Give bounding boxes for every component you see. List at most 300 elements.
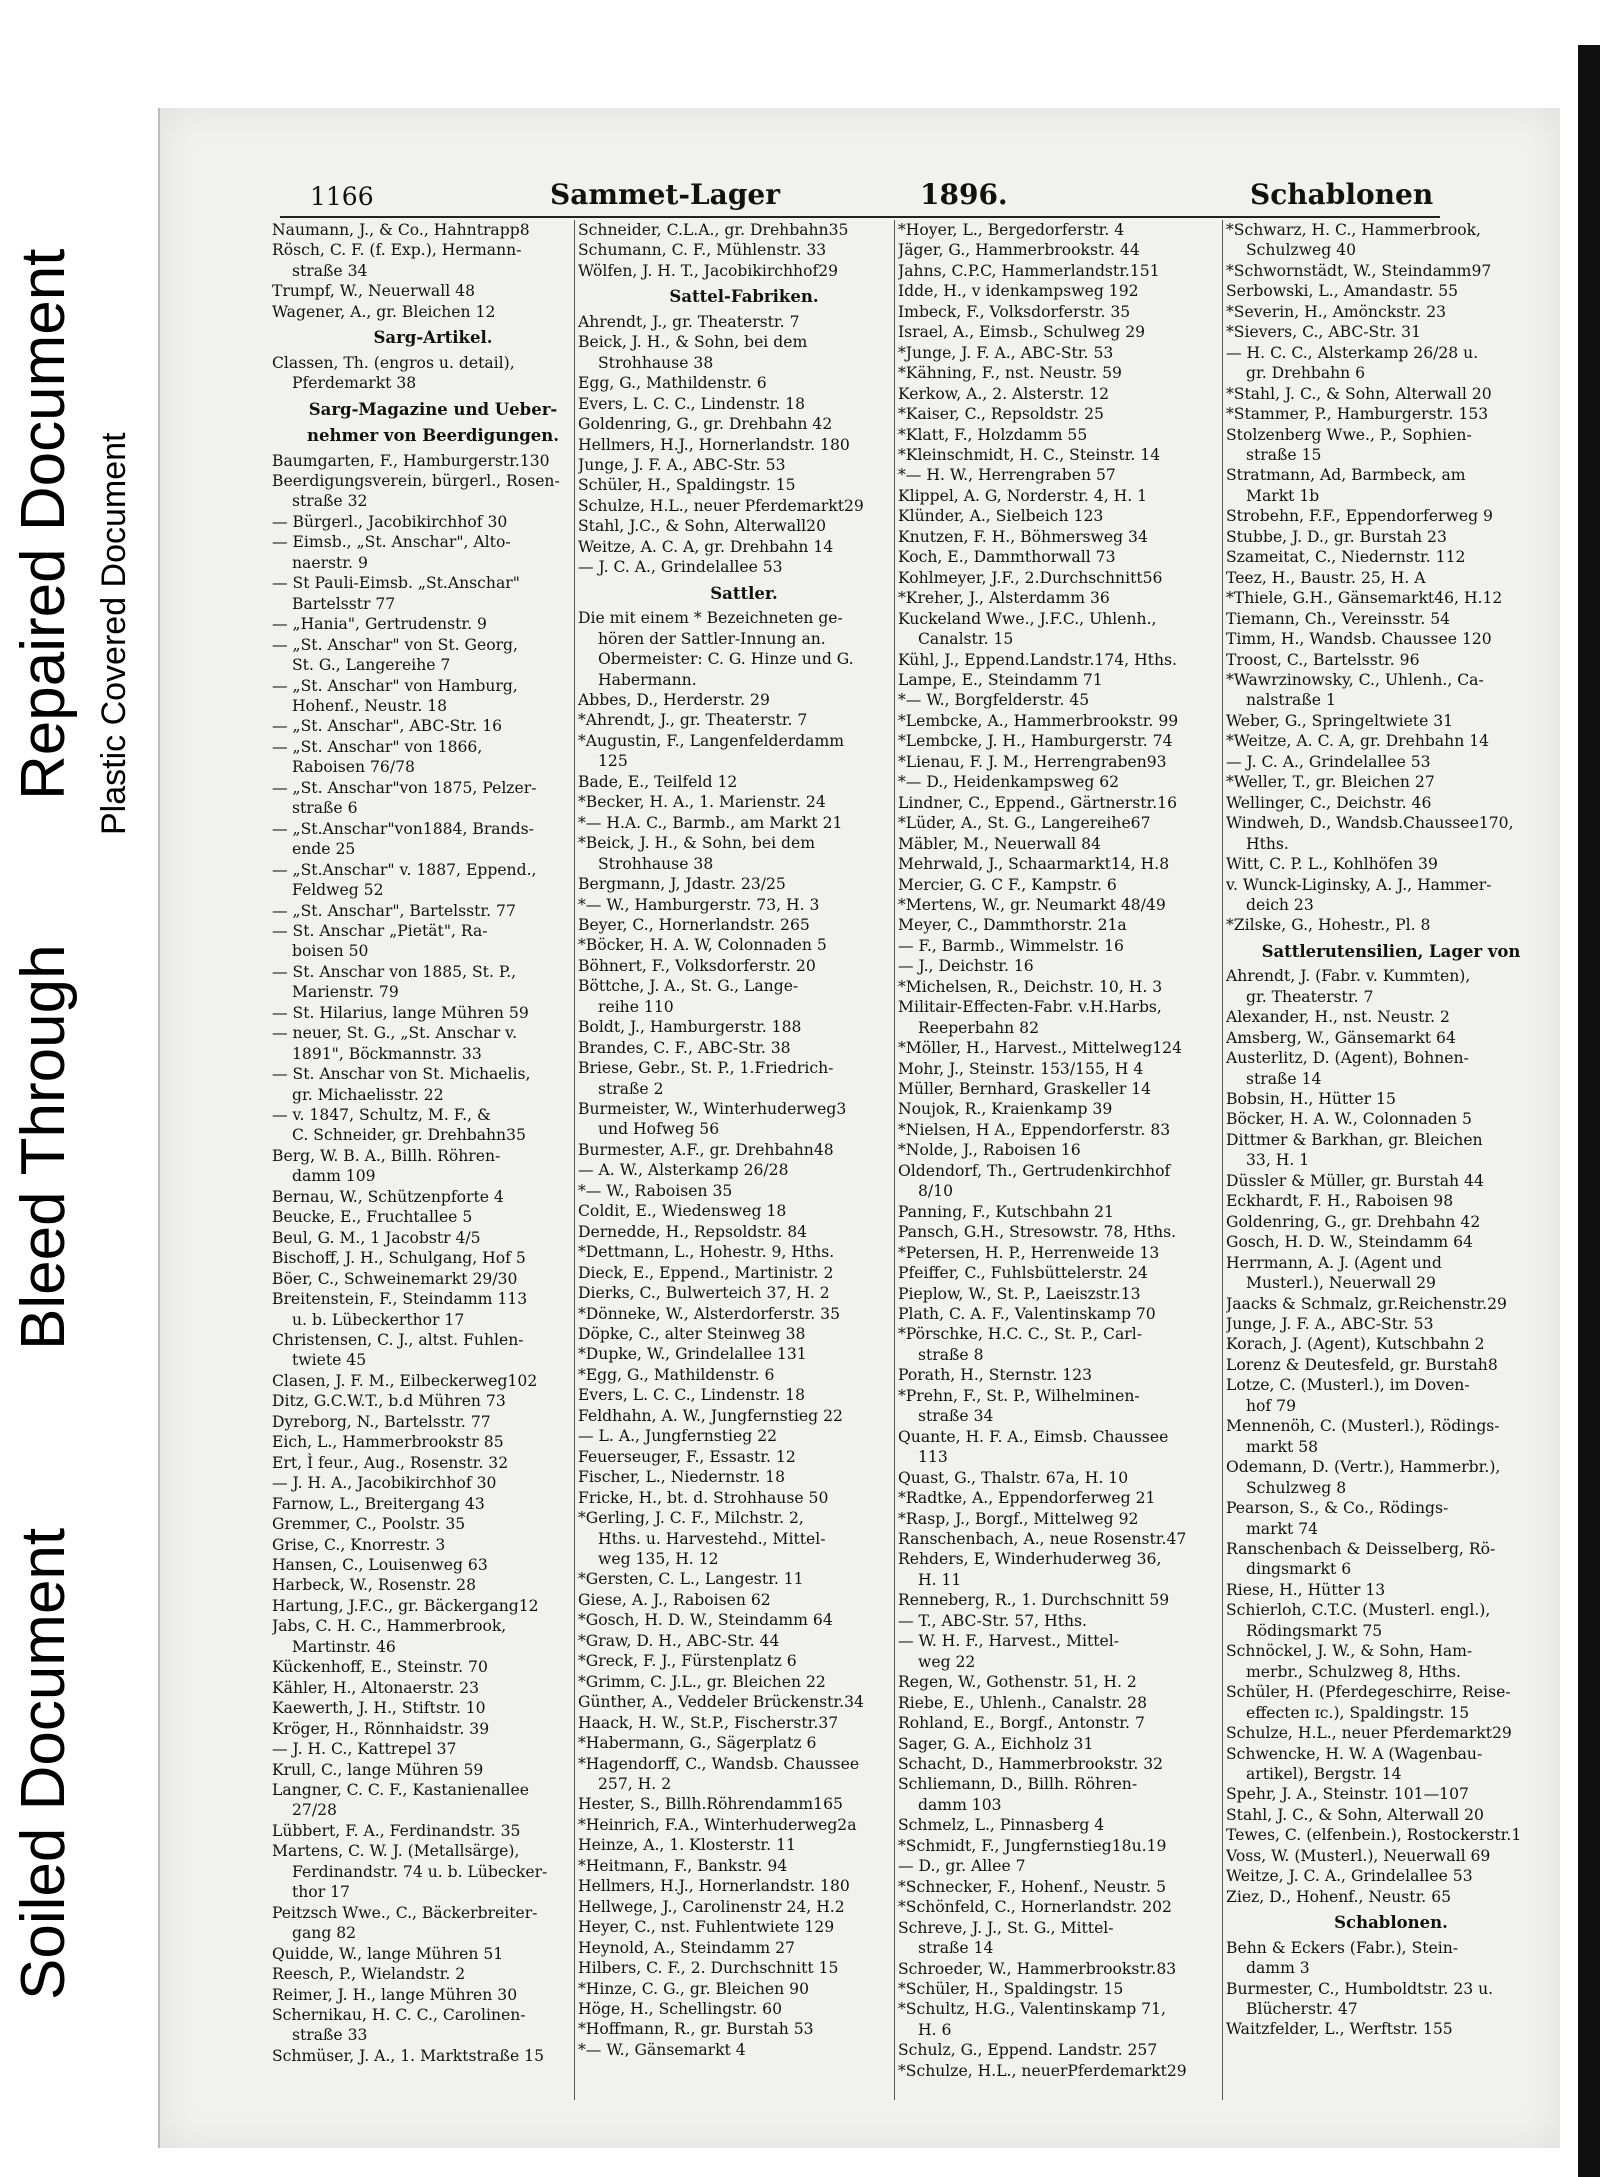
directory-entry: Müller, Bernhard, Graskeller 14	[898, 1080, 1152, 1099]
directory-entry: Fricke, H., bt. d. Strohhause 50	[578, 1488, 829, 1507]
directory-entry: Odemann, D. (Vertr.), Hammerbr.),	[1226, 1458, 1501, 1477]
section-heading: Schablonen.	[1334, 1913, 1448, 1933]
directory-entry: — F., Barmb., Wimmelstr. 16	[898, 936, 1124, 955]
directory-entry: Pearson, S., & Co., Rödings-	[1226, 1499, 1449, 1518]
directory-entry: *— W., Raboisen 35	[578, 1181, 733, 1200]
directory-entry: Mäbler, M., Neuerwall 84	[898, 834, 1101, 853]
entry-continuation: 8/10	[918, 1182, 954, 1201]
directory-entry: Beick, J. H., & Sohn, bei dem	[578, 333, 808, 352]
directory-entry: Farnow, L., Breitergang 43	[272, 1494, 485, 1513]
directory-entry: — neuer, St. G., „St. Anschar v.	[272, 1024, 518, 1043]
directory-entry: Mercier, G. C F., Kampstr. 6	[898, 875, 1117, 894]
directory-entry: Schnöckel, J. W., & Sohn, Ham-	[1226, 1642, 1473, 1661]
directory-entry: — „St. Anschar" von 1866,	[272, 737, 483, 756]
directory-entry: Tiemann, Ch., Vereinsstr. 54	[1226, 609, 1451, 628]
directory-entry: Alexander, H., nst. Neustr. 2	[1226, 1008, 1450, 1027]
directory-entry: Stolzenberg Wwe., P., Sophien-	[1226, 425, 1472, 444]
directory-entry: Schulze, H.L., neuer Pferdemarkt29	[578, 496, 864, 515]
entry-continuation: 113	[918, 1448, 948, 1467]
directory-entry: — W. H. F., Harvest., Mittel-	[898, 1632, 1120, 1651]
directory-entry: — St. Anschar von St. Michaelis,	[272, 1065, 531, 1084]
entry-continuation: twiete 45	[292, 1351, 367, 1370]
directory-entry: — Eimsb., „St. Anschar", Alto-	[272, 533, 511, 552]
directory-entry: Abbes, D., Herderstr. 29	[578, 690, 770, 709]
section-title-right: Schablonen	[1250, 178, 1434, 211]
directory-entry: *Weller, T., gr. Bleichen 27	[1226, 773, 1435, 792]
directory-entry: *Prehn, F., St. P., Wilhelminen-	[898, 1386, 1140, 1405]
directory-entry: Rösch, C. F. (f. Exp.), Hermann-	[272, 241, 522, 260]
entry-continuation: damm 3	[1246, 1959, 1310, 1978]
entry-continuation: ende 25	[292, 840, 356, 859]
directory-entry: Schmelz, L., Pinnasberg 4	[898, 1816, 1105, 1835]
directory-entry: Junge, J. F. A., ABC-Str. 53	[1226, 1315, 1434, 1334]
entry-continuation: Strohhause 38	[598, 854, 714, 873]
entry-continuation: markt 74	[1246, 1519, 1319, 1538]
entry-continuation: H. 11	[918, 1570, 962, 1589]
directory-entry: Böttche, J. A., St. G., Lange-	[578, 977, 799, 996]
column-divider	[574, 220, 575, 2100]
directory-entry: — D., gr. Allee 7	[898, 1857, 1026, 1876]
entry-continuation: H. 6	[918, 2020, 952, 2039]
directory-entry: Düssler & Müller, gr. Burstah 44	[1226, 1171, 1484, 1190]
entry-continuation: merbr., Schulzweg 8, Hths.	[1246, 1662, 1461, 1681]
directory-entry: Hellmers, H.J., Hornerlandstr. 180	[578, 435, 850, 454]
entry-continuation: hören der Sattler-Innung an.	[598, 629, 826, 648]
entry-continuation: Hths.	[1246, 834, 1289, 853]
directory-entry: Hartung, J.F.C., gr. Bäckergang12	[272, 1596, 539, 1615]
directory-entry: Quidde, W., lange Mühren 51	[272, 1944, 504, 1963]
directory-entry: *Weitze, A. C. A, gr. Drehbahn 14	[1226, 732, 1490, 751]
directory-entry: Schwencke, H. W. A (Wagenbau-	[1226, 1744, 1483, 1763]
directory-entry: — „St.Anschar"von1884, Brands-	[272, 819, 534, 838]
header-rule	[280, 216, 1440, 218]
directory-entry: Hellwege, J., Carolinenstr 24, H.2	[578, 1897, 845, 1916]
directory-entry: *Egg, G., Mathildenstr. 6	[578, 1365, 775, 1384]
directory-entry: Ahrendt, J., gr. Theaterstr. 7	[578, 312, 800, 331]
directory-entry: Beyer, C., Hornerlandstr. 265	[578, 915, 810, 934]
entry-continuation: Raboisen 76/78	[292, 758, 415, 777]
directory-entry: Dittmer & Barkhan, gr. Bleichen	[1226, 1130, 1483, 1149]
entry-continuation: und Hofweg 56	[598, 1120, 720, 1139]
directory-entry: Noujok, R., Kraienkamp 39	[898, 1100, 1113, 1119]
entry-continuation: St. G., Langereihe 7	[292, 656, 451, 675]
entry-continuation: gr. Michaelisstr. 22	[292, 1085, 444, 1104]
entry-continuation: straße 8	[918, 1345, 984, 1364]
directory-entry: *Schnecker, F., Hohenf., Neustr. 5	[898, 1877, 1166, 1896]
directory-entry: Schliemann, D., Billh. Röhren-	[898, 1775, 1138, 1794]
directory-entry: Troost, C., Bartelsstr. 96	[1226, 650, 1420, 669]
directory-entry: Korach, J. (Agent), Kutschbahn 2	[1226, 1335, 1485, 1354]
directory-entry: *Kaiser, C., Repsoldstr. 25	[898, 405, 1104, 424]
directory-entry: Ert, Ì feur., Aug., Rosenstr. 32	[272, 1453, 509, 1472]
directory-entry: Beerdigungsverein, bürgerl., Rosen-	[272, 471, 560, 490]
directory-entry: Kaewerth, J. H., Stiftstr. 10	[272, 1699, 486, 1718]
directory-entry: *Schultz, H.G., Valentinskamp 71,	[898, 2000, 1166, 2019]
directory-entry: *Becker, H. A., 1. Marienstr. 24	[578, 793, 826, 812]
directory-entry: *Lienau, F. J. M., Herrengraben93	[898, 752, 1167, 771]
directory-entry: Dierks, C., Bulwerteich 37, H. 2	[578, 1284, 830, 1303]
entry-continuation: Hths. u. Harvestehd., Mittel-	[598, 1529, 826, 1548]
directory-entry: Stahl, J.C., & Sohn, Alterwall20	[578, 517, 826, 536]
entry-continuation: Habermann.	[598, 670, 697, 689]
directory-entry: *Heinrich, F.A., Winterhuderweg2a	[578, 1815, 857, 1834]
directory-entry: Oldendorf, Th., Gertrudenkirchhof	[898, 1161, 1171, 1180]
directory-entry: Haack, H. W., St.P., Fischerstr.37	[578, 1713, 839, 1732]
directory-entry: — J. C. A., Grindelallee 53	[1226, 752, 1431, 771]
directory-entry: Böhnert, F., Volksdorferstr. 20	[578, 956, 816, 975]
directory-entry: Burmeister, W., Winterhuderweg3	[578, 1100, 847, 1119]
directory-entry: Wölfen, J. H. T., Jacobikirchhof29	[578, 261, 839, 280]
directory-entry: Kähler, H., Altonaerstr. 23	[272, 1678, 480, 1697]
directory-entry: Breitenstein, F., Steindamm 113	[272, 1290, 528, 1309]
entry-continuation: straße 6	[292, 799, 358, 818]
directory-entry: Schulz, G., Eppend. Landstr. 257	[898, 2041, 1158, 2060]
directory-entry: Porath, H., Sternstr. 123	[898, 1366, 1093, 1385]
directory-entry: Reesch, P., Wielandstr. 2	[272, 1965, 466, 1984]
directory-entry: Fischer, L., Niedernstr. 18	[578, 1468, 786, 1487]
directory-entry: Israel, A., Eimsb., Schulweg 29	[898, 323, 1146, 342]
directory-entry: Schacht, D., Hammerbrookstr. 32	[898, 1754, 1164, 1773]
directory-entry: Jabs, C. H. C., Hammerbrook,	[272, 1617, 507, 1636]
directory-entry: Mehrwald, J., Schaarmarkt14, H.8	[898, 855, 1170, 874]
directory-entry: Kröger, H., Rönnhaidstr. 39	[272, 1719, 490, 1738]
directory-entry: Imbeck, F., Volksdorferstr. 35	[898, 302, 1131, 321]
directory-entry: Stahl, J. C., & Sohn, Alterwall 20	[1226, 1805, 1484, 1824]
directory-entry: Regen, W., Gothenstr. 51, H. 2	[898, 1673, 1137, 1692]
directory-entry: *Heitmann, F., Bankstr. 94	[578, 1856, 788, 1875]
directory-entry: *Severin, H., Amönckstr. 23	[1226, 302, 1447, 321]
directory-entry: Militair-Effecten-Fabr. v.H.Harbs,	[898, 998, 1162, 1017]
side-annotation-labels	[0, 0, 170, 2177]
directory-entry: *Nielsen, H A., Eppendorferstr. 83	[898, 1120, 1171, 1139]
directory-entry: Austerlitz, D. (Agent), Bohnen-	[1226, 1049, 1469, 1068]
directory-entry: Höge, H., Schellingstr. 60	[578, 1999, 783, 2018]
directory-entry: *Kreher, J., Alsterdamm 36	[898, 589, 1110, 608]
entry-continuation: weg 135, H. 12	[598, 1550, 719, 1568]
directory-entry: Weitze, A. C. A, gr. Drehbahn 14	[578, 537, 834, 556]
directory-entry: Schumann, C. F., Mühlenstr. 33	[578, 241, 827, 260]
directory-entry: Meyer, C., Dammthorstr. 21a	[898, 916, 1127, 935]
page-year: 1896.	[920, 178, 1008, 211]
entry-continuation: Martinstr. 46	[292, 1637, 396, 1656]
directory-entry: *Dönneke, W., Alsterdorferstr. 35	[578, 1304, 841, 1323]
entry-continuation: damm 103	[918, 1795, 1002, 1814]
directory-entry: *Hoyer, L., Bergedorferstr. 4	[898, 221, 1125, 239]
directory-entry: — „St. Anschar", ABC-Str. 16	[272, 717, 503, 736]
section-heading: nehmer von Beerdigungen.	[307, 426, 559, 446]
directory-entry: Junge, J. F. A., ABC-Str. 53	[578, 455, 786, 474]
entry-continuation: 1891", Böckmannstr. 33	[292, 1044, 482, 1063]
directory-entry: Harbeck, W., Rosenstr. 28	[272, 1576, 476, 1595]
entry-continuation: straße 34	[292, 261, 368, 280]
directory-entry: — „St. Anschar"von 1875, Pelzer-	[272, 778, 537, 797]
entry-continuation: straße 34	[918, 1407, 994, 1426]
directory-entry: Schroeder, W., Hammerbrookstr.83	[898, 1959, 1177, 1978]
directory-entry: Windweh, D., Wandsb.Chaussee170,	[1226, 814, 1514, 833]
directory-entry: Witt, C. P. L., Kohlhöfen 39	[1226, 855, 1438, 874]
directory-entry: Ziez, D., Hohenf., Neustr. 65	[1226, 1887, 1452, 1906]
directory-entry: Goldenring, G., gr. Drehbahn 42	[1226, 1212, 1481, 1231]
directory-entry: *Schmidt, F., Jungfernstieg18u.19	[898, 1836, 1167, 1855]
directory-entry: Ahrendt, J. (Fabr. v. Kummten),	[1226, 967, 1471, 986]
label-soiled-document: Soiled Document	[9, 1527, 78, 2000]
directory-entry: *Nolde, J., Raboisen 16	[898, 1141, 1081, 1160]
directory-entry: — „St. Anschar", Bartelsstr. 77	[272, 901, 516, 920]
directory-entry: Jahns, C.P.C, Hammerlandstr.151	[898, 261, 1160, 280]
entry-continuation: C. Schneider, gr. Drehbahn35	[292, 1126, 526, 1145]
directory-entry: Schüler, H., Spaldingstr. 15	[578, 476, 796, 495]
entry-continuation: 257, H. 2	[598, 1774, 672, 1793]
directory-entry: Sager, G. A., Eichholz 31	[898, 1734, 1094, 1753]
directory-entry: *Möller, H., Harvest., Mittelweg124	[898, 1039, 1183, 1058]
entry-continuation: 33, H. 1	[1246, 1151, 1310, 1170]
directory-entry: Bade, E., Teilfeld 12	[578, 772, 738, 791]
directory-entry: Grise, C., Knorrestr. 3	[272, 1535, 446, 1554]
directory-entry: Beul, G. M., 1 Jacobstr 4/5	[272, 1228, 481, 1247]
directory-entry: — A. W., Alsterkamp 26/28	[578, 1161, 789, 1180]
directory-entry: Burmester, A.F., gr. Drehbahn48	[578, 1140, 834, 1159]
directory-entry: *Greck, F. J., Fürstenplatz 6	[578, 1652, 797, 1671]
entry-continuation: dingsmarkt 6	[1246, 1560, 1352, 1579]
section-heading: Sarg-Magazine und Ueber-	[308, 399, 558, 419]
directory-entry: Timm, H., Wandsb. Chaussee 120	[1226, 630, 1492, 649]
entry-continuation: u. b. Lübeckerthor 17	[292, 1310, 465, 1329]
directory-entry: — v. 1847, Schultz, M. F., &	[272, 1106, 491, 1125]
directory-entry: — L. A., Jungfernstieg 22	[578, 1427, 778, 1446]
entry-continuation: boisen 50	[292, 942, 369, 961]
directory-entry: Wagener, A., gr. Bleichen 12	[272, 302, 496, 321]
directory-entry: Schernikau, H. C. C., Carolinen-	[272, 2005, 526, 2024]
directory-entry: Tewes, C. (elfenbein.), Rostockerstr.1	[1226, 1826, 1522, 1845]
directory-entry: — St. Anschar „Pietät", Ra-	[272, 921, 488, 940]
directory-entry: Stubbe, J. D., gr. Burstah 23	[1226, 527, 1447, 546]
directory-entry: Plath, C. A. F., Valentinskamp 70	[898, 1305, 1156, 1324]
directory-entry: *Gersten, C. L., Langestr. 11	[578, 1570, 804, 1589]
directory-entry: *Hoffmann, R., gr. Burstah 53	[578, 2020, 814, 2039]
entry-continuation: deich 23	[1246, 895, 1314, 914]
entry-continuation: thor 17	[292, 1883, 350, 1902]
directory-entry: Schierloh, C.T.C. (Musterl. engl.),	[1226, 1601, 1491, 1620]
directory-entry: *Schönfeld, C., Hornerlandstr. 202	[898, 1898, 1172, 1917]
directory-entry: *— H.A. C., Barmb., am Markt 21	[578, 813, 843, 832]
directory-entry: Classen, Th. (engros u. detail),	[272, 353, 515, 372]
entry-continuation: gr. Drehbahn 6	[1246, 364, 1366, 383]
directory-entry: Eich, L., Hammerbrookstr 85	[272, 1433, 504, 1452]
directory-entry: *— D., Heidenkampsweg 62	[898, 773, 1120, 792]
directory-entry: Ranschenbach, A., neue Rosenstr.47	[898, 1530, 1187, 1548]
entry-continuation: Markt 1b	[1246, 486, 1320, 505]
entry-continuation: hof 79	[1246, 1396, 1297, 1415]
directory-entry: Mohr, J., Steinstr. 153/155, H 4	[898, 1059, 1144, 1078]
directory-entry: Lindner, C., Eppend., Gärtnerstr.16	[898, 793, 1178, 812]
label-plastic-covered-document: Plastic Covered Document	[95, 432, 133, 835]
directory-column-1	[272, 220, 594, 2066]
directory-entry: *Schulze, H.L., neuerPferdemarkt29	[898, 2061, 1187, 2080]
directory-entry: Hester, S., Billh.Röhrendamm165	[578, 1795, 843, 1814]
directory-entry: *Dupke, W., Grindelallee 131	[578, 1345, 807, 1364]
directory-entry: Schmüser, J. A., 1. Marktstraße 15	[272, 2046, 544, 2065]
directory-entry: v. Wunck-Liginsky, A. J., Hammer-	[1226, 875, 1492, 894]
directory-entry: Schulze, H.L., neuer Pferdemarkt29	[1226, 1724, 1512, 1743]
entry-continuation: straße 33	[292, 2026, 368, 2045]
entry-continuation: Strohhause 38	[598, 353, 714, 372]
directory-entry: — „St.Anschar" v. 1887, Eppend.,	[272, 860, 537, 879]
directory-entry: Idde, H., v idenkampsweg 192	[898, 282, 1139, 301]
entry-continuation: Pferdemarkt 38	[292, 374, 417, 393]
directory-entry: Christensen, C. J., altst. Fuhlen-	[272, 1331, 524, 1350]
directory-entry: — H. C. C., Alsterkamp 26/28 u.	[1226, 343, 1479, 362]
directory-entry: Lübbert, F. A., Ferdinandstr. 35	[272, 1821, 521, 1840]
directory-entry: Pfeiffer, C., Fuhlsbüttelerstr. 24	[898, 1264, 1148, 1283]
directory-entry: Rohland, E., Borgf., Antonstr. 7	[898, 1714, 1145, 1733]
directory-entry: Döpke, C., alter Steinweg 38	[578, 1325, 806, 1344]
directory-entry: *— W., Hamburgerstr. 73, H. 3	[578, 895, 820, 914]
directory-entry: *Habermann, G., Sägerplatz 6	[578, 1734, 817, 1753]
directory-entry: Ranschenbach & Deisselberg, Rö-	[1226, 1540, 1496, 1558]
directory-entry: Heynold, A., Steindamm 27	[578, 1938, 795, 1957]
entry-continuation: weg 22	[918, 1652, 976, 1671]
entry-continuation: Bartelsstr 77	[292, 594, 396, 613]
entry-continuation: effecten ɪc.), Spaldingstr. 15	[1246, 1703, 1470, 1722]
directory-entry: *Schüler, H., Spaldingstr. 15	[898, 1979, 1124, 1998]
directory-entry: Heinze, A., 1. Klosterstr. 11	[578, 1836, 796, 1855]
entry-continuation: Canalstr. 15	[918, 630, 1014, 649]
directory-entry: *Petersen, H. P., Herrenweide 13	[898, 1243, 1160, 1262]
entry-continuation: straße 14	[1246, 1069, 1322, 1088]
directory-entry: *Lembcke, J. H., Hamburgerstr. 74	[898, 732, 1173, 751]
directory-entry: Wellinger, C., Deichstr. 46	[1226, 793, 1432, 812]
entry-continuation: Rödingsmarkt 75	[1246, 1621, 1383, 1640]
directory-entry: Feldhahn, A. W., Jungfernstieg 22	[578, 1406, 843, 1425]
directory-entry: Voss, W. (Musterl.), Neuerwall 69	[1226, 1846, 1491, 1865]
directory-entry: Dieck, E., Eppend., Martinistr. 2	[578, 1263, 834, 1282]
directory-entry: Serbowski, L., Amandastr. 55	[1226, 282, 1459, 301]
scan-edge-bar	[1578, 45, 1600, 2177]
directory-entry: Quante, H. F. A., Eimsb. Chaussee	[898, 1427, 1169, 1446]
directory-entry: Naumann, J., & Co., Hahntrapp8	[272, 221, 530, 239]
directory-page	[158, 108, 1560, 2148]
entry-continuation: artikel), Bergstr. 14	[1246, 1764, 1402, 1783]
directory-entry: Kückenhoff, E., Steinstr. 70	[272, 1658, 488, 1677]
directory-entry: Günther, A., Veddeler Brückenstr.34	[578, 1693, 864, 1712]
directory-entry: Koch, E., Dammthorwall 73	[898, 548, 1116, 567]
directory-entry: Mennenöh, C. (Musterl.), Rödings-	[1226, 1417, 1500, 1436]
directory-entry: Brandes, C. F., ABC-Str. 38	[578, 1038, 791, 1057]
directory-entry: Krull, C., lange Mühren 59	[272, 1760, 484, 1779]
directory-entry: Egg, G., Mathildenstr. 6	[578, 374, 767, 393]
entry-continuation: Schulzweg 40	[1246, 241, 1357, 260]
entry-continuation: 27/28	[292, 1801, 337, 1820]
directory-entry: Peitzsch Wwe., C., Bäckerbreiter-	[272, 1903, 538, 1922]
entry-continuation: straße 2	[598, 1079, 664, 1098]
directory-entry: *— W., Borgfelderstr. 45	[898, 691, 1090, 710]
section-title-left: Sammet-Lager	[550, 178, 780, 211]
directory-entry: — J., Deichstr. 16	[898, 957, 1034, 976]
section-heading: Sarg-Artikel.	[373, 328, 493, 348]
entry-continuation: nalstraße 1	[1246, 691, 1336, 710]
entry-continuation: straße 15	[1246, 445, 1322, 464]
directory-column-4	[1226, 220, 1556, 2040]
directory-entry: *Rasp, J., Borgf., Mittelweg 92	[898, 1509, 1139, 1528]
entry-continuation: Feldweg 52	[292, 881, 384, 900]
entry-continuation: Musterl.), Neuerwall 29	[1246, 1274, 1436, 1293]
directory-entry: Lorenz & Deutesfeld, gr. Burstah8	[1226, 1355, 1498, 1374]
directory-entry: Panning, F., Kutschbahn 21	[898, 1202, 1114, 1221]
directory-entry: *Wawrzinowsky, C., Uhlenh., Ca-	[1226, 670, 1484, 689]
directory-entry: Klippel, A. G, Norderstr. 4, H. 1	[898, 486, 1148, 505]
directory-entry: *Kähning, F., nst. Neustr. 59	[898, 364, 1122, 383]
directory-entry: Martens, C. W. J. (Metallsärge),	[272, 1842, 520, 1861]
directory-entry: Stratmann, Ad, Barmbeck, am	[1226, 466, 1466, 485]
directory-entry: *Lüder, A., St. G., Langereihe67	[898, 814, 1151, 833]
directory-entry: Amsberg, W., Gänsemarkt 64	[1226, 1028, 1456, 1047]
directory-entry: Burmester, C., Humboldtstr. 23 u.	[1226, 1979, 1494, 1998]
section-heading: Sattlerutensilien, Lager von	[1261, 941, 1521, 961]
entry-continuation: Reeperbahn 82	[918, 1018, 1040, 1037]
directory-entry: Bernau, W., Schützenpforte 4	[272, 1187, 504, 1206]
directory-entry: Renneberg, R., 1. Durchschnitt 59	[898, 1591, 1170, 1610]
directory-entry: *Stahl, J. C., & Sohn, Alterwall 20	[1226, 384, 1492, 403]
directory-entry: Hilbers, C. F., 2. Durchschnitt 15	[578, 1959, 839, 1978]
directory-entry: Dernedde, H., Repsoldstr. 84	[578, 1222, 808, 1241]
directory-entry: Beucke, E., Fruchtallee 5	[272, 1208, 473, 1227]
directory-entry: Eckhardt, F. H., Raboisen 98	[1226, 1192, 1454, 1211]
section-heading: Sattel-Fabriken.	[669, 287, 819, 307]
entry-continuation: 125	[598, 752, 628, 771]
page-header	[160, 178, 1560, 222]
directory-entry: *Klatt, F., Holzdamm 55	[898, 425, 1088, 444]
directory-entry: Herrmann, A. J. (Agent und	[1226, 1253, 1442, 1272]
directory-entry: — „Hania", Gertrudenstr. 9	[272, 615, 487, 634]
directory-entry: Teez, H., Baustr. 25, H. A	[1226, 568, 1426, 587]
entry-continuation: Ferdinandstr. 74 u. b. Lübecker-	[292, 1862, 548, 1881]
directory-entry: Kerkow, A., 2. Alsterstr. 12	[898, 384, 1110, 403]
directory-entry: Reimer, J. H., lange Mühren 30	[272, 1985, 518, 2004]
directory-entry: — „St. Anschar" von Hamburg,	[272, 676, 518, 695]
directory-entry: Weber, G., Springeltwiete 31	[1226, 711, 1454, 730]
directory-entry: — J. H. A., Jacobikirchhof 30	[272, 1474, 497, 1493]
directory-column-3	[898, 220, 1230, 2081]
directory-entry: Gremmer, C., Poolstr. 35	[272, 1515, 466, 1534]
directory-entry: *Zilske, G., Hohestr., Pl. 8	[1226, 916, 1431, 935]
directory-entry: *Böcker, H. A. W, Colonnaden 5	[578, 936, 827, 955]
column-divider	[894, 220, 895, 2100]
directory-entry: Knutzen, F. H., Böhmersweg 34	[898, 527, 1148, 546]
directory-entry: Strobehn, F.F., Eppendorferweg 9	[1226, 507, 1493, 526]
directory-entry: Böer, C., Schweinemarkt 29/30	[272, 1269, 518, 1288]
directory-entry: *Schwornstädt, W., Steindamm97	[1226, 261, 1492, 280]
directory-entry: Kühl, J., Eppend.Landstr.174, Hths.	[898, 650, 1177, 669]
directory-entry: Feuerseuger, F., Essastr. 12	[578, 1447, 796, 1466]
directory-entry: Langner, C. C. F., Kastanienallee	[272, 1780, 529, 1799]
directory-entry: *Radtke, A., Eppendorferweg 21	[898, 1489, 1156, 1508]
directory-entry: *Sievers, C., ABC-Str. 31	[1226, 323, 1422, 342]
directory-entry: *Hinze, C. G., gr. Bleichen 90	[578, 1979, 809, 1998]
directory-entry: *Junge, J. F. A., ABC-Str. 53	[898, 343, 1114, 362]
entry-continuation: gang 82	[292, 1924, 357, 1943]
directory-entry: Riebe, E., Uhlenh., Canalstr. 28	[898, 1693, 1148, 1712]
directory-entry: Giese, A. J., Raboisen 62	[578, 1590, 771, 1609]
page-number: 1166	[310, 182, 374, 211]
directory-entry: Pieplow, W., St. P., Laeiszstr.13	[898, 1284, 1141, 1303]
directory-entry: Lotze, C. (Musterl.), im Doven-	[1226, 1376, 1470, 1395]
directory-entry: — Bürgerl., Jacobikirchhof 30	[272, 512, 508, 531]
label-bleed-through: Bleed Through	[9, 944, 78, 1350]
directory-entry: Szameitat, C., Niedernstr. 112	[1226, 548, 1466, 567]
directory-entry: Schreve, J. J., St. G., Mittel-	[898, 1918, 1114, 1937]
directory-entry: Heyer, C., nst. Fuhlentwiete 129	[578, 1918, 835, 1937]
directory-entry: *Schwarz, H. C., Hammerbrook,	[1226, 221, 1482, 239]
